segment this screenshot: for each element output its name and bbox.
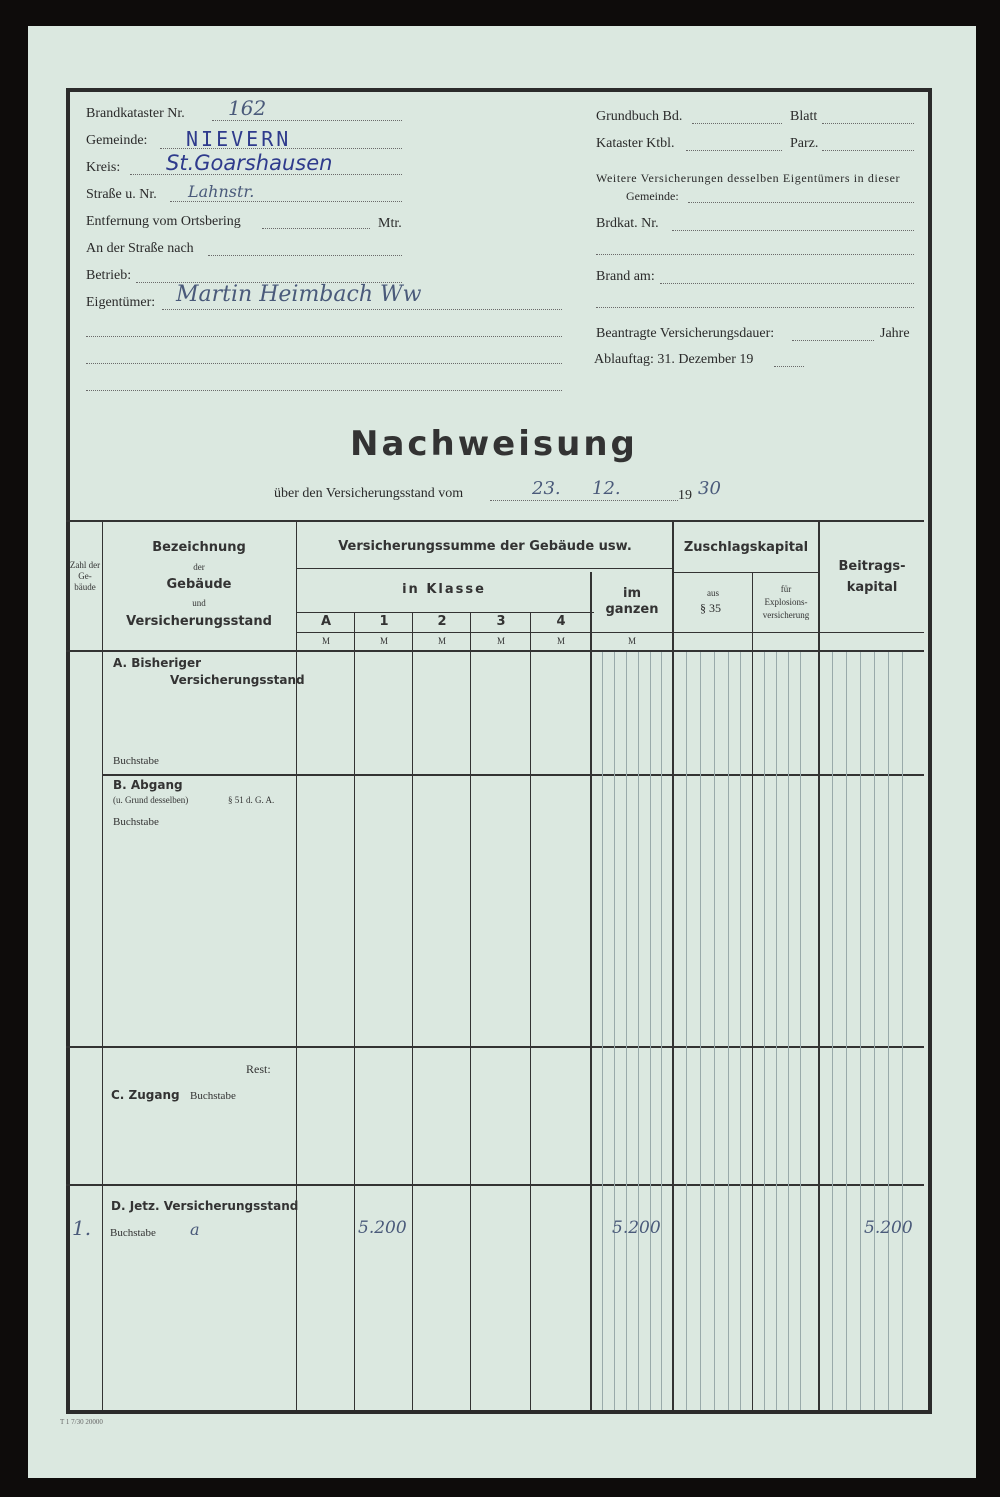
entry-zahl: 1. [72, 1216, 92, 1240]
header-zuschlag: Zuschlagskapital [683, 540, 809, 555]
strasse-label: Straße u. Nr. [86, 187, 157, 202]
klasse-3: 3 [496, 614, 506, 629]
klasse-1: 1 [379, 614, 389, 629]
subtitle-year-suffix: 30 [698, 478, 721, 499]
row-a-buchstabe: Buchstabe [113, 755, 159, 767]
row-b-rule [66, 1046, 924, 1048]
entry-klasse-1: 5.200 [358, 1218, 407, 1238]
row-d-buchstabe: Buchstabe [110, 1227, 156, 1239]
print-footer: T 1 7/30 20000 [60, 1418, 103, 1426]
dauer-unit: Jahre [880, 326, 910, 341]
brandkataster-value: 162 [228, 96, 267, 120]
kataster-label: Kataster Ktbl. [596, 136, 675, 151]
table-top-rule [66, 520, 924, 522]
subtitle-label: über den Versicherungsstand vom [274, 486, 464, 501]
strasse-value: Lahnstr. [188, 182, 255, 201]
document-title: Nachweisung [350, 424, 638, 464]
header-bottom-rule [66, 650, 924, 652]
row-a-title: A. Bisheriger [113, 656, 202, 670]
header-beitrag: Beitrags- [838, 559, 906, 574]
header-par35: § 35 [700, 601, 721, 615]
row-c-title: C. Zugang [111, 1088, 180, 1102]
eigentuemer-value: Martin Heimbach Ww [176, 282, 422, 307]
row-c-rule [66, 1184, 924, 1186]
gemeinde-stamp: NIEVERN [186, 127, 292, 151]
row-b-title: B. Abgang [113, 778, 183, 792]
klasse-4: 4 [556, 614, 566, 629]
entry-im-ganzen: 5.200 [612, 1218, 661, 1238]
entfernung-unit: Mtr. [378, 216, 402, 231]
klasse-2: 2 [437, 614, 447, 629]
weitere-label2: Gemeinde: [626, 189, 679, 203]
betrieb-label: Betrieb: [86, 268, 132, 283]
header-summe: Versicherungssumme der Gebäude usw. [338, 539, 632, 554]
ablauftag-label: Ablauftag: 31. Dezember 19 [594, 352, 754, 367]
grundbuch-label: Grundbuch Bd. [596, 109, 683, 124]
kreis-label: Kreis: [86, 160, 121, 175]
blatt-label: Blatt [790, 109, 818, 124]
eigentuemer-label: Eigentümer: [86, 295, 156, 310]
header-im-ganzen: im ganzen [605, 586, 659, 617]
row-b-buchstabe: Buchstabe [113, 816, 159, 828]
entry-buchstabe: a [190, 1220, 200, 1239]
parz-label: Parz. [790, 136, 819, 151]
brandkataster-label: Brandkataster Nr. [86, 106, 185, 121]
klasse-a: A [320, 614, 332, 629]
subtitle-month: 12. [592, 478, 621, 499]
an-der-strasse-label: An der Straße nach [86, 241, 194, 256]
row-c-rest: Rest: [246, 1062, 271, 1076]
weitere-label: Weitere Versicherungen desselben Eigentümers in dieser [596, 171, 901, 185]
subtitle-day: 23. [532, 478, 561, 499]
header-zahl: Zahl der Ge-bäude [69, 560, 101, 592]
row-c-buchstabe: Buchstabe [190, 1090, 236, 1102]
gemeinde-label: Gemeinde: [86, 133, 148, 148]
header-in-klasse: in Klasse [402, 582, 486, 597]
subtitle-year-prefix: 19 [678, 488, 692, 503]
brand-label: Brand am: [596, 269, 655, 284]
row-d-title: D. Jetz. Versicherungsstand [111, 1199, 299, 1213]
dauer-label: Beantragte Versicherungsdauer: [596, 326, 775, 341]
kreis-stamp: St.Goarshausen [166, 151, 333, 175]
entfernung-label: Entfernung vom Ortsbering [86, 214, 241, 229]
brdkat-label: Brdkat. Nr. [596, 216, 659, 231]
entry-beitragskapital: 5.200 [864, 1218, 913, 1238]
header-bezeichnung: Bezeichnung [152, 540, 246, 555]
